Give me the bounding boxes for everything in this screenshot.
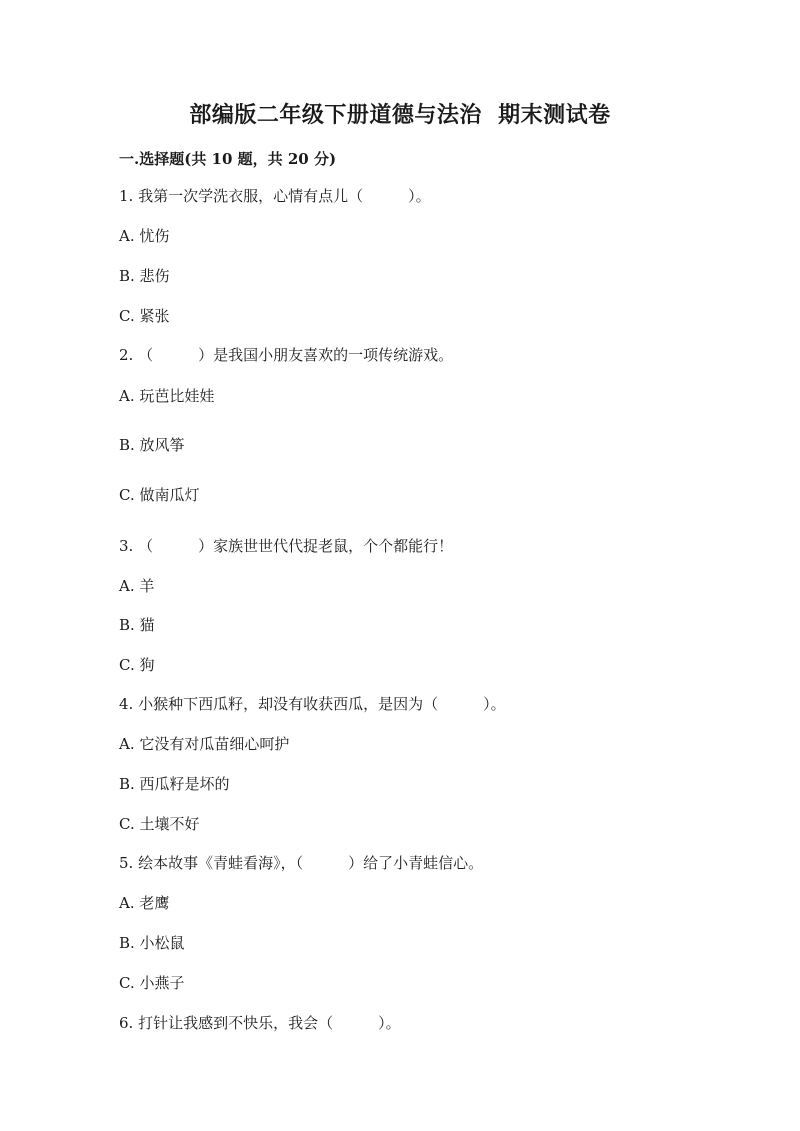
question-5-option-c: C. 小燕子	[119, 974, 185, 992]
question-stem-5: 5. 绘本故事《青蛙看海》，（ ）给了小青蛙信心。	[119, 854, 484, 872]
question-4-option-c: C. 土壤不好	[119, 815, 200, 833]
question-stem-3: 3. （ ）家族世世代代捉老鼠，个个都能行！	[119, 537, 454, 555]
question-4-option-b: B. 西瓜籽是坏的	[119, 775, 230, 793]
question-3-option-b: B. 猫	[119, 616, 155, 634]
question-1-option-b: B. 悲伤	[119, 267, 170, 285]
question-1-option-c: C. 紧张	[119, 307, 170, 325]
question-stem-4: 4. 小猴种下西瓜籽，却没有收获西瓜，是因为（ ）。	[119, 695, 506, 713]
question-5-option-b: B. 小松鼠	[119, 934, 185, 952]
question-1-option-a: A. 忧伤	[119, 227, 170, 245]
page-title: 部编版二年级下册道德与法治 期末测试卷	[189, 102, 611, 128]
question-stem-6: 6. 打针让我感到不快乐，我会（ ）。	[119, 1014, 401, 1032]
section-heading: 一.选择题(共 10 题，共 20 分)	[119, 150, 337, 168]
question-stem-2: 2. （ ）是我国小朋友喜欢的一项传统游戏。	[119, 346, 454, 364]
question-2-option-a: A. 玩芭比娃娃	[119, 387, 215, 405]
question-2-option-b: B. 放风筝	[119, 436, 185, 454]
question-3-option-a: A. 羊	[119, 577, 155, 595]
question-2-option-c: C. 做南瓜灯	[119, 486, 200, 504]
question-5-option-a: A. 老鹰	[119, 894, 170, 912]
question-stem-1: 1. 我第一次学洗衣服，心情有点儿（ ）。	[119, 187, 431, 205]
question-4-option-a: A. 它没有对瓜苗细心呵护	[119, 735, 290, 753]
question-3-option-c: C. 狗	[119, 656, 155, 674]
